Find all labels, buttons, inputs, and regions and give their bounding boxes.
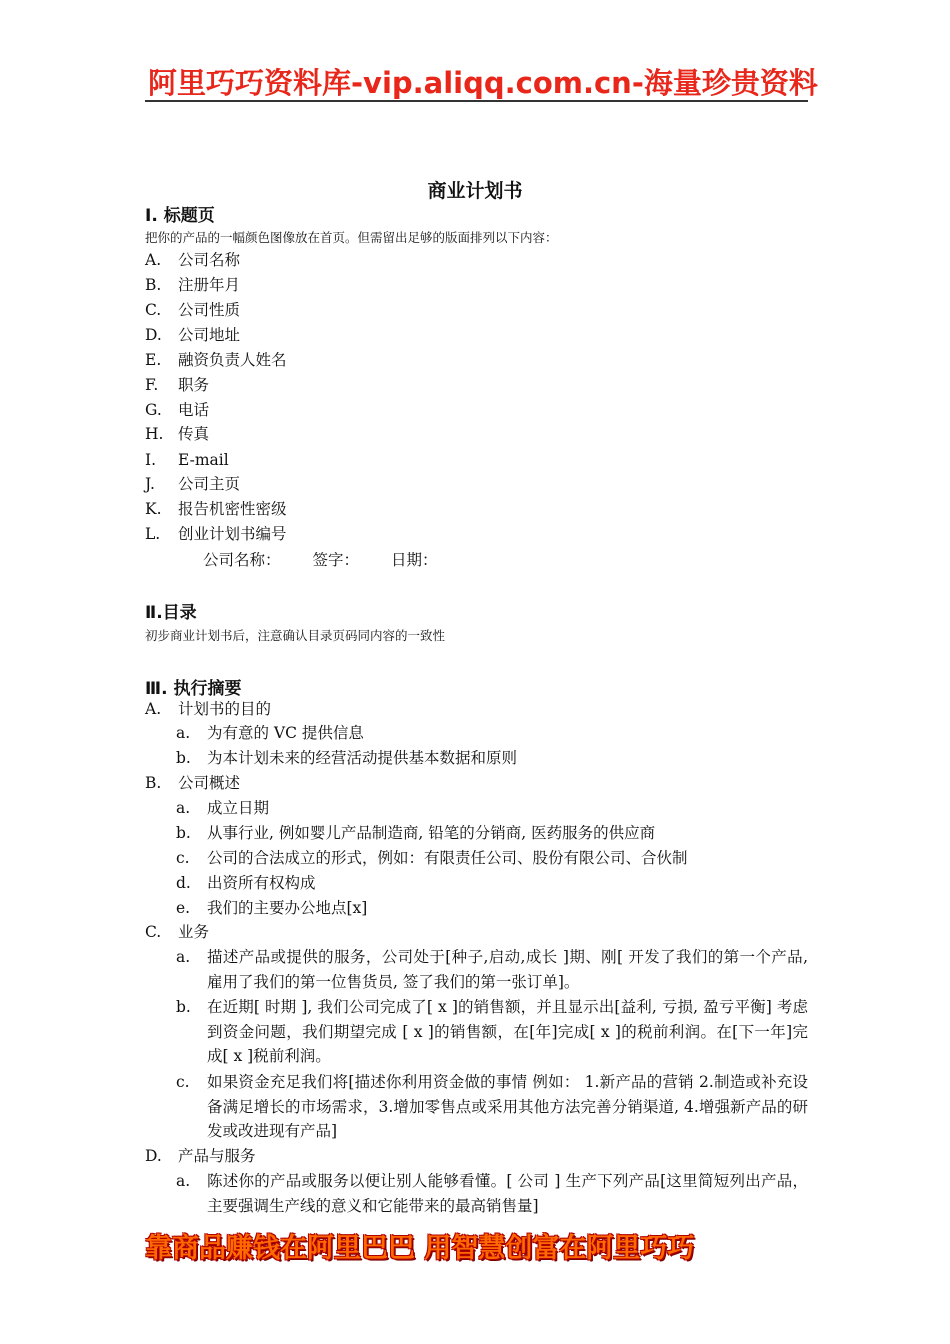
item-label: E. bbox=[145, 351, 162, 369]
sub-item bbox=[176, 896, 808, 921]
list-item bbox=[145, 498, 287, 520]
sub-item bbox=[176, 995, 808, 1069]
list-item bbox=[145, 374, 209, 396]
section-1-note: 把你的产品的一幅颜色图像放在首页。但需留出足够的版面排列以下内容： bbox=[145, 230, 558, 245]
section-1-heading: Ⅰ. 标题页 bbox=[145, 206, 215, 226]
item-label: F. bbox=[145, 376, 159, 394]
document-title: 商业计划书 bbox=[427, 180, 523, 202]
list-item bbox=[145, 249, 240, 271]
list-item bbox=[145, 473, 240, 495]
item-label: C. bbox=[145, 923, 162, 941]
item-label: G. bbox=[145, 401, 162, 419]
sign-company-label: 公司名称： bbox=[203, 551, 281, 569]
sign-signature-label: 签字： bbox=[312, 551, 360, 569]
sub-item bbox=[176, 1169, 808, 1218]
sub-label: d. bbox=[176, 874, 191, 892]
sub-text: 描述产品或提供的服务，公司处于[种子,启动,成长 ]期、刚[ 开发了我们的第一个产品, 雇用了我们的第一位售货员, 签了我们的第一张订单]。 bbox=[207, 948, 808, 991]
item-text: 报告机密性密级 bbox=[178, 500, 287, 518]
sub-item bbox=[176, 796, 808, 821]
list-item bbox=[145, 423, 209, 445]
item-text: 公司地址 bbox=[178, 326, 241, 344]
list-item bbox=[145, 299, 240, 321]
sub-label: a. bbox=[176, 1172, 191, 1190]
item-text: 公司概述 bbox=[178, 774, 241, 792]
sub-label: a. bbox=[176, 799, 191, 817]
item-text: 公司名称 bbox=[178, 251, 241, 269]
item-text: 注册年月 bbox=[178, 276, 241, 294]
section-2-heading: Ⅱ.目录 bbox=[145, 603, 197, 623]
sub-text: 在近期[ 时期 ], 我们公司完成了[ x ]的销售额，并且显示出[益利, 亏损, 盈亏平衡] 考虑到资金问题，我们期望完成 [ x ]的销售额，在[年]完成[ x ]的税前利润。在[下一年]完成[ x ]税前利润。 bbox=[207, 998, 808, 1065]
sub-text: 如果资金充足我们将[描述你利用资金做的事情 例如： 1.新产品的营销 2.制造或补充设备满足增长的市场需求，3.增加零售点或采用其他方法完善分销渠道, 4.增强新产品的研发或改进现有产品] bbox=[207, 1073, 808, 1140]
item-label: I. bbox=[145, 451, 157, 469]
sub-text: 为有意的 VC 提供信息 bbox=[207, 724, 364, 742]
sub-item bbox=[176, 821, 808, 846]
sub-label: c. bbox=[176, 1073, 190, 1091]
list-item bbox=[145, 921, 209, 943]
sub-text: 陈述你的产品或服务以便让别人能够看懂。[ 公司 ] 生产下列产品[这里简短列出产品，主要强调生产线的意义和它能带来的最高销售量] bbox=[207, 1172, 808, 1215]
sub-text: 从事行业, 例如婴儿产品制造商, 铅笔的分销商, 医药服务的供应商 bbox=[207, 824, 656, 842]
sub-label: a. bbox=[176, 724, 191, 742]
item-label: B. bbox=[145, 774, 162, 792]
item-label: B. bbox=[145, 276, 162, 294]
list-item bbox=[145, 274, 240, 296]
sub-item bbox=[176, 846, 808, 871]
header-banner: 阿里巧巧资料库-vip.aliqq.com.cn-海量珍贵资料 bbox=[148, 66, 818, 100]
sub-item bbox=[176, 746, 808, 771]
item-label: H. bbox=[145, 425, 164, 443]
item-text: 公司性质 bbox=[178, 301, 241, 319]
list-item bbox=[145, 523, 287, 545]
sub-label: e. bbox=[176, 899, 191, 917]
sub-item bbox=[176, 1070, 808, 1144]
section-2-note: 初步商业计划书后，注意确认目录页码同内容的一致性 bbox=[145, 628, 446, 643]
item-label: A. bbox=[145, 251, 162, 269]
list-item bbox=[145, 1145, 256, 1167]
sub-label: b. bbox=[176, 749, 191, 767]
item-text: 传真 bbox=[178, 425, 210, 443]
item-text: 创业计划书编号 bbox=[178, 525, 287, 543]
item-text: 业务 bbox=[178, 923, 210, 941]
footer-banner: 靠商品赚钱在阿里巴巴 用智慧创富在阿里巧巧 bbox=[145, 1233, 695, 1264]
item-text: 电话 bbox=[178, 401, 210, 419]
list-item bbox=[145, 698, 271, 720]
sub-label: a. bbox=[176, 948, 191, 966]
item-text: 职务 bbox=[178, 376, 210, 394]
sub-text: 我们的主要办公地点[x] bbox=[207, 899, 368, 917]
sub-text: 为本计划未来的经营活动提供基本数据和原则 bbox=[207, 749, 518, 767]
sub-label: b. bbox=[176, 998, 191, 1016]
item-label: J. bbox=[145, 475, 155, 493]
item-label: L. bbox=[145, 525, 161, 543]
list-item bbox=[145, 772, 240, 794]
signature-line bbox=[203, 548, 470, 570]
item-text: 融资负责人姓名 bbox=[178, 351, 287, 369]
header-rule bbox=[145, 100, 808, 102]
item-label: C. bbox=[145, 301, 162, 319]
sign-date-label: 日期： bbox=[391, 551, 438, 569]
item-label: K. bbox=[145, 500, 162, 518]
list-item bbox=[145, 449, 229, 471]
item-label: D. bbox=[145, 1147, 162, 1165]
sub-text: 成立日期 bbox=[207, 799, 270, 817]
section-3-heading: Ⅲ. 执行摘要 bbox=[145, 679, 242, 699]
sub-item bbox=[176, 721, 808, 746]
list-item bbox=[145, 399, 209, 421]
list-item bbox=[145, 349, 287, 371]
sub-text: 出资所有权构成 bbox=[207, 874, 316, 892]
sub-label: c. bbox=[176, 849, 190, 867]
item-text: E-mail bbox=[178, 451, 229, 469]
list-item bbox=[145, 324, 240, 346]
sub-text: 公司的合法成立的形式，例如：有限责任公司、股份有限公司、合伙制 bbox=[207, 849, 688, 867]
sub-label: b. bbox=[176, 824, 191, 842]
item-label: D. bbox=[145, 326, 162, 344]
item-label: A. bbox=[145, 700, 162, 718]
sub-item bbox=[176, 945, 808, 994]
item-text: 计划书的目的 bbox=[178, 700, 272, 718]
item-text: 公司主页 bbox=[178, 475, 241, 493]
item-text: 产品与服务 bbox=[178, 1147, 256, 1165]
sub-item bbox=[176, 871, 808, 896]
